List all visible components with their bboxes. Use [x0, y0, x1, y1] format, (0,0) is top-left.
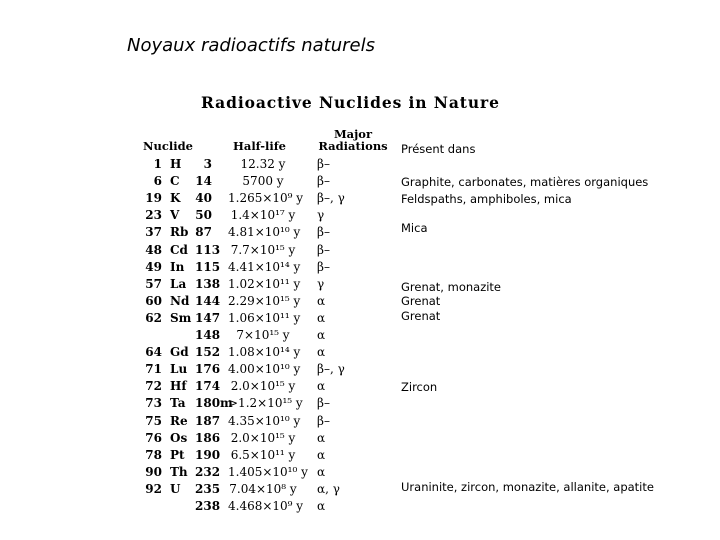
mass-number-cell: 148: [195, 328, 221, 342]
element-symbol-cell: Hf: [170, 379, 187, 394]
half-life-cell: 4.35×10¹⁰ y: [228, 413, 301, 428]
radiation-cell: α: [317, 499, 326, 513]
note-neodymium: Grenat: [401, 294, 441, 308]
atomic-number-cell: 72: [145, 379, 162, 394]
radiation-cell: α: [317, 328, 326, 342]
mass-number-cell: 14: [195, 174, 212, 189]
table-row: [0, 344, 400, 361]
column-header-radiations: [318, 128, 388, 152]
element-symbol-cell: Ta: [170, 396, 186, 411]
note-samarium: Grenat: [401, 309, 441, 323]
element-symbol-cell: Th: [170, 464, 188, 479]
half-life-cell: 7.7×10¹⁵ y: [230, 242, 296, 257]
column-header-radiations-line1: Major: [333, 127, 373, 141]
mass-number-cell: 186: [195, 430, 221, 445]
atomic-number-cell: 62: [145, 310, 162, 325]
table-row: [0, 242, 400, 259]
element-symbol-cell: In: [170, 259, 185, 274]
half-life-cell: 4.468×10⁹ y: [228, 499, 304, 513]
radiation-cell: β–: [317, 157, 330, 171]
radiation-cell: α: [317, 447, 326, 462]
mass-number-cell: 180m: [195, 396, 233, 411]
element-symbol-cell: C: [170, 174, 180, 189]
table-row: [0, 207, 400, 224]
radiation-cell: β–: [317, 174, 330, 189]
table-row: [0, 378, 400, 395]
radiation-cell: β–, γ: [317, 362, 345, 377]
table-row: [0, 276, 400, 293]
table-heading: Radioactive Nuclides in Nature: [201, 93, 500, 112]
atomic-number-cell: 90: [145, 464, 162, 479]
radiation-cell: γ: [317, 276, 325, 291]
radiation-cell: β–, γ: [317, 191, 345, 206]
atomic-number-cell: 48: [145, 242, 162, 257]
radiation-cell: α: [317, 345, 326, 360]
element-symbol-cell: La: [170, 276, 187, 291]
radiation-cell: α: [317, 310, 326, 325]
table-row: [0, 430, 400, 447]
mass-number-cell: 235: [195, 481, 221, 496]
half-life-cell: 4.41×10¹⁴ y: [228, 259, 301, 274]
mass-number-cell: 147: [195, 310, 221, 325]
element-symbol-cell: Cd: [170, 242, 188, 257]
table-row: [0, 413, 400, 430]
radiation-cell: β–: [317, 413, 330, 428]
element-symbol-cell: V: [170, 208, 180, 223]
half-life-cell: 2.0×10¹⁵ y: [230, 379, 296, 394]
half-life-cell: 1.02×10¹¹ y: [228, 276, 301, 291]
atomic-number-cell: 6: [153, 174, 162, 189]
mass-number-cell: 232: [195, 464, 221, 479]
element-symbol-cell: U: [170, 481, 181, 496]
note-carbon: Graphite, carbonates, matières organiques: [401, 175, 649, 189]
mass-number-cell: 40: [195, 191, 212, 206]
table-row: [0, 447, 400, 464]
note-present-in: Présent dans: [401, 142, 476, 156]
radiation-cell: β–: [317, 242, 330, 257]
column-header-radiations-line2: Radiations: [318, 139, 388, 153]
element-symbol-cell: Lu: [170, 362, 188, 377]
half-life-cell: 2.0×10¹⁵ y: [230, 430, 296, 445]
table-row: [0, 481, 400, 498]
atomic-number-cell: 75: [145, 413, 162, 428]
table-row: [0, 259, 400, 276]
note-hafnium: Zircon: [401, 380, 438, 394]
mass-number-cell: 174: [195, 379, 221, 394]
mass-number-cell: 187: [195, 413, 221, 428]
column-header-half-life: Half-life: [233, 139, 286, 153]
table-row: [0, 464, 400, 481]
radiation-cell: α: [317, 293, 326, 308]
table-row: [0, 395, 400, 412]
radiation-cell: α, γ: [317, 481, 340, 496]
atomic-number-cell: 64: [145, 345, 162, 360]
half-life-cell: 1.4×10¹⁷ y: [230, 208, 296, 223]
atomic-number-cell: 19: [145, 191, 162, 206]
half-life-cell: 1.265×10⁹ y: [228, 191, 304, 206]
half-life-cell: >1.2×10¹⁵ y: [228, 396, 303, 411]
element-symbol-cell: Re: [170, 413, 188, 428]
element-symbol-cell: Nd: [170, 293, 190, 308]
half-life-cell: 12.32 y: [240, 157, 286, 171]
radiation-cell: α: [317, 430, 326, 445]
mass-number-cell: 50: [195, 208, 212, 223]
half-life-cell: 1.405×10¹⁰ y: [228, 464, 308, 479]
half-life-cell: 4.00×10¹⁰ y: [228, 362, 301, 377]
atomic-number-cell: 37: [145, 225, 162, 240]
radiation-cell: α: [317, 379, 326, 394]
mass-number-cell: 113: [195, 242, 221, 257]
atomic-number-cell: 73: [145, 396, 162, 411]
radiation-cell: β–: [317, 225, 330, 240]
atomic-number-cell: 23: [145, 208, 162, 223]
table-row: [0, 498, 400, 515]
note-lanthanum: Grenat, monazite: [401, 280, 502, 294]
mass-number-cell: 176: [195, 362, 221, 377]
mass-number-cell: 144: [195, 293, 221, 308]
table-row: [0, 310, 400, 327]
mass-number-cell: 238: [195, 499, 221, 513]
mass-number-cell: 87: [195, 225, 212, 240]
element-symbol-cell: Pt: [170, 447, 185, 462]
table-row: [0, 173, 400, 190]
atomic-number-cell: 92: [145, 481, 162, 496]
element-symbol-cell: Os: [170, 430, 188, 445]
element-symbol-cell: Rb: [170, 225, 189, 240]
atomic-number-cell: 49: [145, 259, 162, 274]
table-row: [0, 156, 400, 173]
half-life-cell: 1.06×10¹¹ y: [228, 310, 301, 325]
half-life-cell: 5700 y: [242, 174, 284, 189]
note-uranium: Uraninite, zircon, monazite, allanite, apatite: [401, 480, 654, 494]
element-symbol-cell: K: [170, 191, 181, 206]
column-header-nuclide: Nuclide: [143, 139, 193, 153]
half-life-cell: 4.81×10¹⁰ y: [228, 225, 301, 240]
element-symbol-cell: Sm: [170, 310, 192, 325]
element-symbol-cell: H: [170, 157, 182, 171]
atomic-number-cell: 57: [145, 276, 162, 291]
note-rubidium: Mica: [401, 221, 428, 235]
mass-number-cell: 190: [195, 447, 221, 462]
half-life-cell: 7.04×10⁸ y: [229, 481, 297, 496]
mass-number-cell: 152: [195, 345, 221, 360]
atomic-number-cell: 71: [145, 362, 162, 377]
atomic-number-cell: 78: [145, 447, 162, 462]
table-row: [0, 327, 400, 344]
atomic-number-cell: 76: [145, 430, 162, 445]
mass-number-cell: 115: [195, 259, 221, 274]
half-life-cell: 1.08×10¹⁴ y: [228, 345, 301, 360]
radiation-cell: β–: [317, 396, 330, 411]
table-row: [0, 224, 400, 241]
radiation-cell: α: [317, 464, 326, 479]
slide-title: Noyaux radioactifs naturels: [127, 35, 375, 56]
radiation-cell: β–: [317, 259, 330, 274]
atomic-number-cell: 60: [145, 293, 162, 308]
atomic-number-cell: 1: [153, 157, 162, 171]
half-life-cell: 7×10¹⁵ y: [236, 328, 290, 342]
table-row: [0, 293, 400, 310]
note-potassium: Feldspaths, amphiboles, mica: [401, 192, 572, 206]
half-life-cell: 2.29×10¹⁵ y: [228, 293, 301, 308]
half-life-cell: 6.5×10¹¹ y: [230, 447, 296, 462]
element-symbol-cell: Gd: [170, 345, 189, 360]
mass-number-cell: 3: [203, 157, 212, 171]
mass-number-cell: 138: [195, 276, 221, 291]
radiation-cell: γ: [317, 208, 325, 223]
table-row: [0, 190, 400, 207]
table-row: [0, 361, 400, 378]
